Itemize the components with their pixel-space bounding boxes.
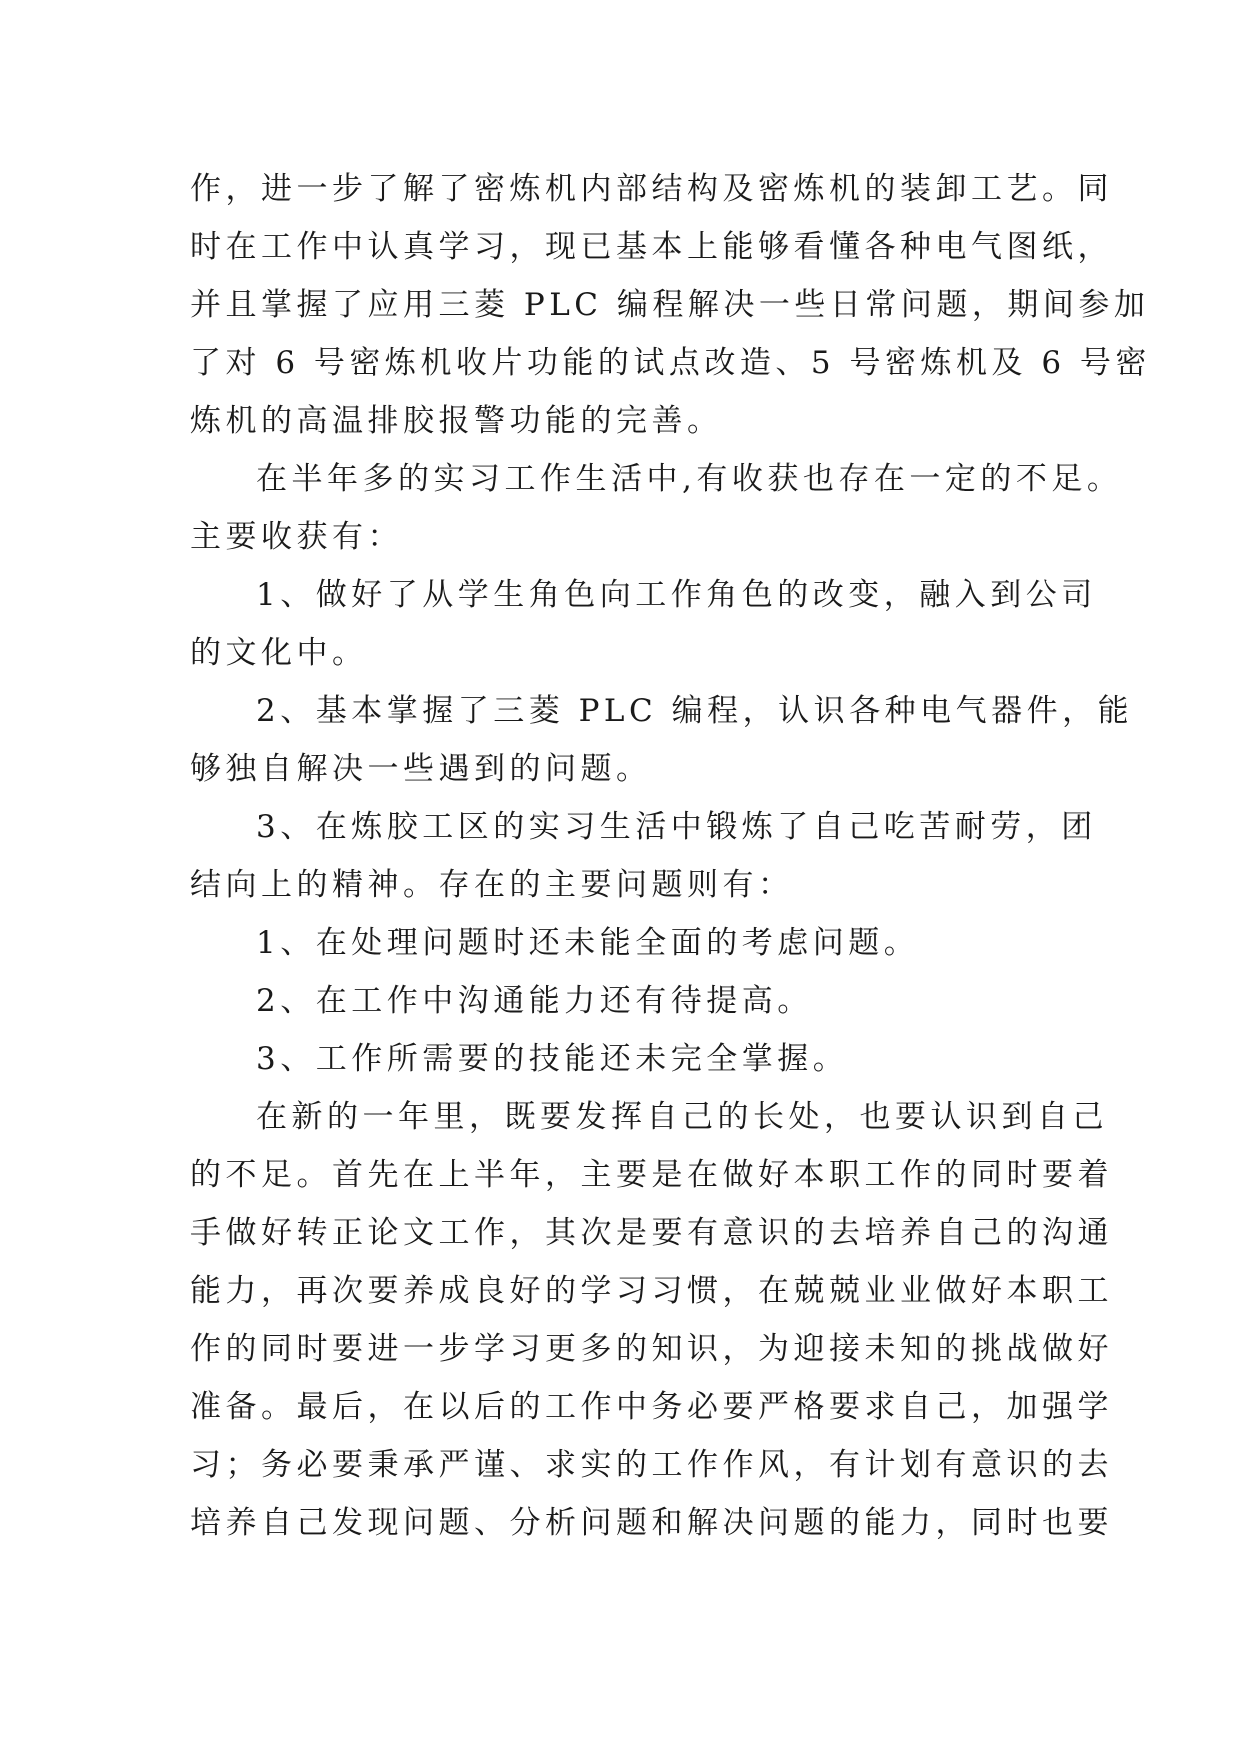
- list-item-line: 3、工作所需要的技能还未完全掌握。: [256, 1041, 849, 1077]
- text-line: 的不足。首先在上半年，主要是在做好本职工作的同时要着: [190, 1157, 1113, 1193]
- list-item-line: 1、做好了从学生角色向工作角色的改变，融入到公司: [256, 577, 1097, 613]
- text-line: 主要收获有：: [190, 519, 403, 555]
- text-line: 时在工作中认真学习，现已基本上能够看懂各种电气图纸，: [190, 229, 1113, 265]
- paragraph-start-line: 在新的一年里，既要发挥自己的长处，也要认识到自己: [256, 1099, 1108, 1135]
- text-line: 准备。最后，在以后的工作中务必要严格要求自己，加强学: [190, 1389, 1113, 1425]
- document-body: [190, 160, 1151, 1552]
- paragraph-start-line: 在半年多的实习工作生活中,有收获也存在一定的不足。: [256, 461, 1123, 497]
- text-line: 能力，再次要养成良好的学习习惯，在兢兢业业做好本职工: [190, 1273, 1113, 1309]
- text-line: 并且掌握了应用三菱 PLC 编程解决一些日常问题，期间参加: [190, 287, 1150, 323]
- list-item-line: 3、在炼胶工区的实习生活中锻炼了自己吃苦耐劳，团: [256, 809, 1097, 845]
- list-item-line: 2、基本掌握了三菱 PLC 编程，认识各种电气器件，能: [256, 693, 1134, 729]
- text-line: 炼机的高温排胶报警功能的完善。: [190, 403, 723, 439]
- text-line: 习；务必要秉承严谨、求实的工作作风，有计划有意识的去: [190, 1447, 1113, 1483]
- text-line: 作的同时要进一步学习更多的知识，为迎接未知的挑战做好: [190, 1331, 1113, 1367]
- text-line: 手做好转正论文工作，其次是要有意识的去培养自己的沟通: [190, 1215, 1113, 1251]
- text-line: 结向上的精神。存在的主要问题则有：: [190, 867, 794, 903]
- list-item-line: 1、在处理问题时还未能全面的考虑问题。: [256, 925, 920, 961]
- text-line: 的文化中。: [190, 635, 368, 671]
- text-line: 培养自己发现问题、分析问题和解决问题的能力，同时也要: [190, 1505, 1113, 1541]
- text-line: 够独自解决一些遇到的问题。: [190, 751, 652, 787]
- text-line: 了对 6 号密炼机收片功能的试点改造、5 号密炼机及 6 号密: [190, 345, 1151, 381]
- list-item-line: 2、在工作中沟通能力还有待提高。: [256, 983, 813, 1019]
- text-line: 作，进一步了解了密炼机内部结构及密炼机的装卸工艺。同: [190, 171, 1113, 207]
